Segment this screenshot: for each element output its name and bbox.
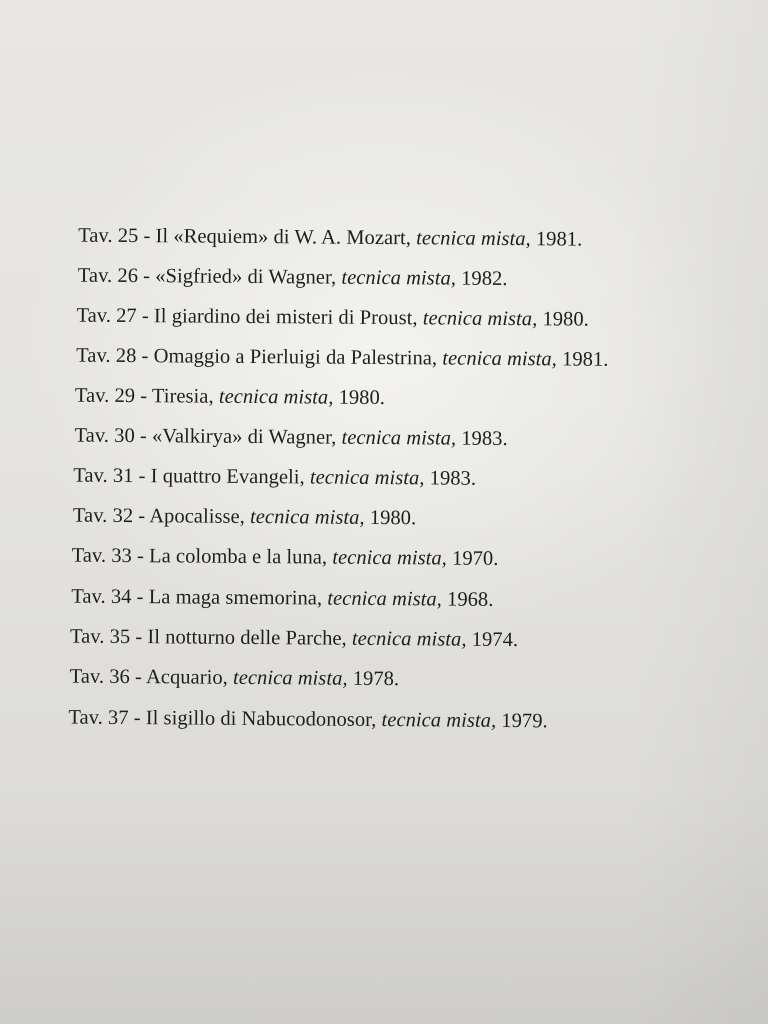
plate-entry (70, 667, 400, 690)
plate-label: Tav. 28 - Omaggio a Pierluigi da Palestrina, (76, 344, 438, 370)
plate-year: 1981. (535, 228, 583, 251)
plate-year: 1983. (429, 467, 477, 490)
plate-label: Tav. 33 - La colomba e la luna, (71, 544, 328, 569)
plate-technique: tecnica mista, (341, 266, 457, 290)
plate-technique: tecnica mista, (381, 709, 497, 732)
plate-label: Tav. 32 - Apocalisse, (72, 504, 245, 528)
plate-technique: tecnica mista, (416, 227, 531, 251)
plate-entry (73, 506, 416, 529)
plate-entry (78, 266, 508, 290)
plate-label: Tav. 34 - La maga smemorina, (71, 585, 323, 610)
plate-year: 1982. (461, 267, 508, 290)
plate-year: 1980. (542, 308, 589, 331)
plate-label: Tav. 37 - Il sigillo di Nabucodonosor, (68, 706, 377, 731)
plate-year: 1983. (461, 427, 508, 451)
plate-technique: tecnica mista, (309, 466, 425, 490)
plate-technique: tecnica mista, (232, 666, 348, 690)
plate-year: 1974. (471, 628, 519, 652)
plate-technique: tecnica mista, (332, 546, 447, 570)
plate-entry (70, 627, 518, 651)
plate-entry (78, 226, 582, 250)
plate-year: 1970. (451, 547, 499, 570)
plate-year: 1980. (338, 386, 386, 410)
plate-label: Tav. 26 - «Sigfried» di Wagner, (77, 264, 337, 289)
plate-label: Tav. 27 - Il giardino dei misteri di Proust, (76, 304, 418, 330)
plate-year: 1968. (446, 588, 494, 611)
plate-year: 1979. (501, 709, 548, 733)
plate-entry (73, 466, 476, 490)
plate-entry (74, 426, 507, 450)
plate-label: Tav. 31 - I quattro Evangeli, (73, 464, 305, 489)
plate-technique: tecnica mista, (327, 587, 442, 611)
plate-entry (75, 386, 385, 409)
plate-label: Tav. 29 - Tiresia, (74, 384, 214, 408)
plate-label: Tav. 36 - Acquario, (69, 665, 228, 689)
plate-technique: tecnica mista, (341, 426, 457, 450)
plate-technique: tecnica mista, (218, 385, 334, 409)
plate-year: 1978. (352, 667, 400, 691)
plate-year: 1980. (369, 506, 417, 530)
plate-entry (76, 346, 608, 371)
plate-label: Tav. 25 - Il «Requiem» di W. A. Mozart, (78, 224, 412, 250)
plate-technique: tecnica mista, (249, 505, 365, 529)
plate-technique: tecnica mista, (442, 347, 557, 371)
plate-entry (76, 306, 589, 331)
plate-year: 1981. (561, 348, 609, 371)
plate-entry (71, 587, 493, 611)
plate-technique: tecnica mista, (351, 627, 467, 651)
plate-label: Tav. 35 - Il notturno delle Parche, (69, 625, 347, 650)
plate-entry (72, 546, 499, 570)
plate-entry (68, 708, 548, 732)
plate-label: Tav. 30 - «Valkirya» di Wagner, (74, 424, 337, 449)
plate-technique: tecnica mista, (422, 307, 538, 331)
